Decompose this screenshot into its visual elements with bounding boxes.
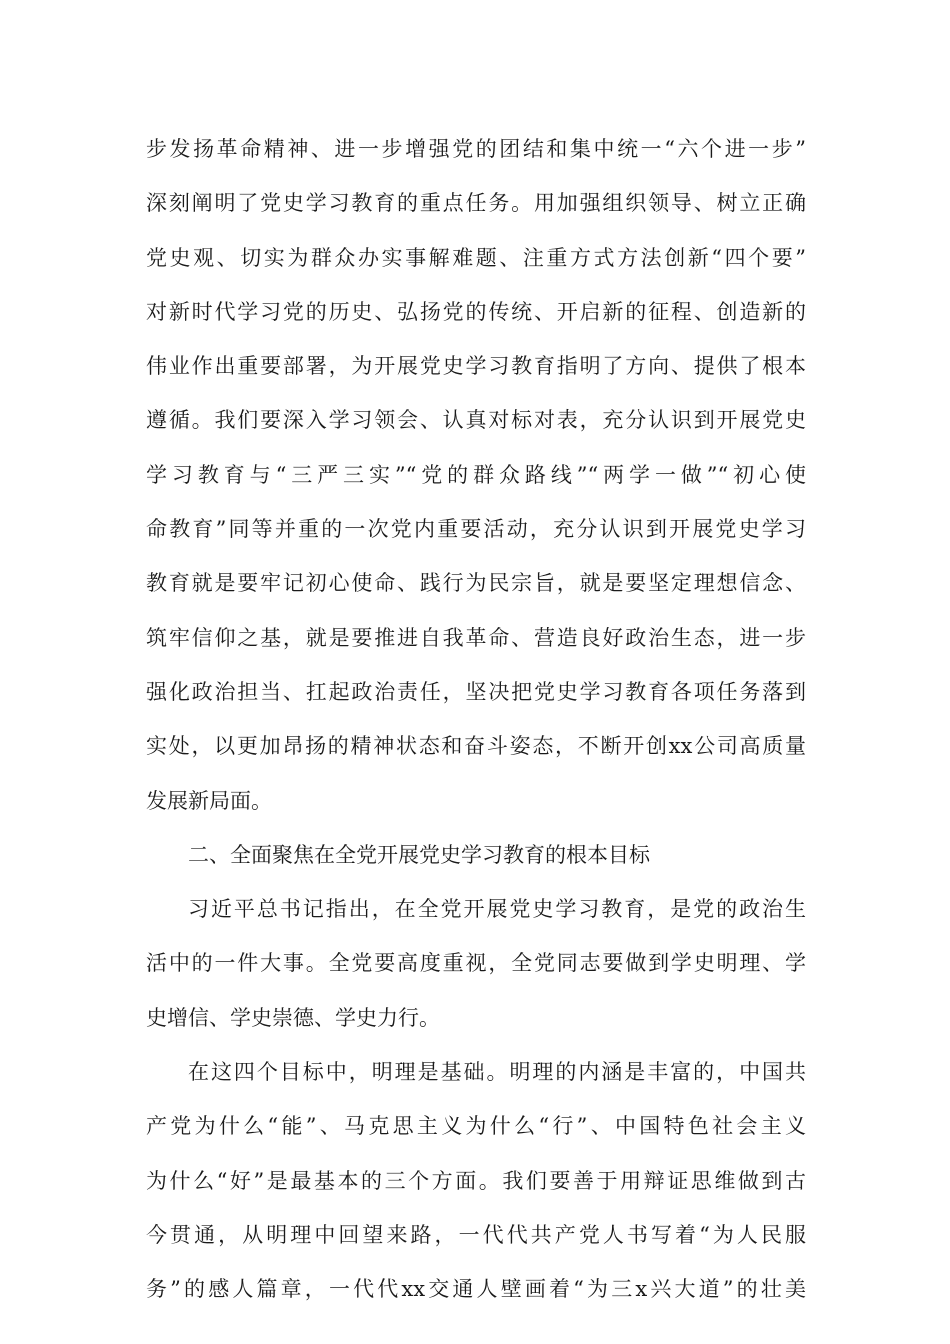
text-line: 习近平总书记指出，在全党开展党史学习教育，是党的政治生 — [188, 897, 806, 922]
text-line: 深刻阐明了党史学习教育的重点任务。用加强组织领导、树立正确 — [146, 191, 806, 216]
text-line: 今贯通，从明理中回望来路，一代代共产党人书写着“为人民服 — [146, 1222, 806, 1247]
text-line: 发展新局面。 — [146, 788, 272, 813]
text-line: 对新时代学习党的历史、弘扬党的传统、开启新的征程、创造新的 — [146, 299, 806, 324]
text-line: 学习教育与“三严三实”“党的群众路线”“两学一做”“初心使 — [146, 462, 806, 487]
text-line: 步发扬革命精神、进一步增强党的团结和集中统一“六个进一步” — [146, 137, 806, 161]
text-line: 在这四个目标中，明理是基础。明理的内涵是丰富的，中国共 — [188, 1060, 806, 1085]
text-line: 党史观、切实为群众办实事解难题、注重方式方法创新“四个要” — [146, 245, 806, 270]
text-line: 史增信、学史崇德、学史力行。 — [146, 1005, 440, 1030]
body-text — [146, 122, 806, 1317]
text-line: 活中的一件大事。全党要高度重视，全党同志要做到学史明理、学 — [146, 951, 806, 976]
text-line: 务”的感人篇章，一代代xx交通人壁画着“为三x兴大道”的壮美 — [146, 1277, 806, 1302]
text-line: 产党为什么“能”、马克思主义为什么“行”、中国特色社会主义 — [146, 1114, 806, 1139]
text-line: 伟业作出重要部署，为开展党史学习教育指明了方向、提供了根本 — [146, 354, 806, 379]
text-line: 命教育”同等并重的一次党内重要活动，充分认识到开展党史学习 — [146, 517, 806, 542]
text-line: 强化政治担当、扛起政治责任，坚决把党史学习教育各项任务落到 — [146, 679, 806, 704]
section-heading: 二、全面聚焦在全党开展党史学习教育的根本目标 — [188, 842, 650, 867]
text-line: 筑牢信仰之基，就是要推进自我革命、营造良好政治生态，进一步 — [146, 625, 806, 650]
text-line: 遵循。我们要深入学习领会、认真对标对表，充分认识到开展党史 — [146, 408, 806, 433]
text-line: 实处，以更加昂扬的精神状态和奋斗姿态，不断开创xx公司高质量 — [146, 734, 806, 759]
text-line: 为什么“好”是最基本的三个方面。我们要善于用辩证思维做到古 — [146, 1168, 806, 1193]
text-line: 教育就是要牢记初心使命、践行为民宗旨，就是要坚定理想信念、 — [146, 571, 806, 596]
